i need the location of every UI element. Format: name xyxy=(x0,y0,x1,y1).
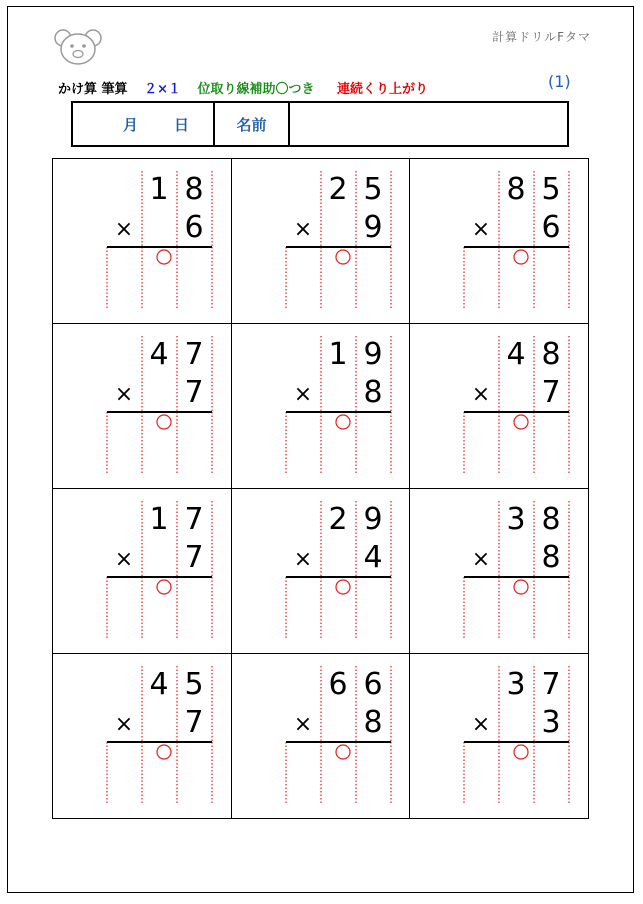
multiplicand-digit: 5 xyxy=(184,667,204,702)
problem-figure xyxy=(53,489,232,654)
problem-cell xyxy=(410,654,589,819)
carry-circle-icon xyxy=(157,415,171,429)
multiply-sign: × xyxy=(293,217,312,242)
problem-figure xyxy=(53,159,232,324)
multiplicand-digit: 8 xyxy=(541,502,561,537)
multiplier-digit: 6 xyxy=(541,210,561,245)
problem-cell xyxy=(232,654,411,819)
multiply-sign: × xyxy=(472,712,491,737)
problem-cell xyxy=(232,159,411,324)
multiplier-digit: 7 xyxy=(184,705,204,740)
multiplicand-digit: 3 xyxy=(506,502,526,537)
multiply-sign: × xyxy=(114,382,134,407)
problem-figure xyxy=(232,324,411,489)
multiply-sign: × xyxy=(114,712,134,737)
multiply-sign: × xyxy=(472,217,491,242)
name-label: 名前 xyxy=(215,103,290,145)
multiplicand-digit: 7 xyxy=(184,337,204,372)
heading-aid: 位取り線補助〇つき xyxy=(197,82,315,97)
carry-circle-icon xyxy=(336,580,350,594)
day-label: 日 xyxy=(174,115,190,134)
multiply-sign: × xyxy=(114,547,134,572)
multiply-sign: × xyxy=(472,382,491,407)
carry-circle-icon xyxy=(157,580,171,594)
multiplier-digit: 6 xyxy=(184,210,204,245)
worksheet-heading xyxy=(58,78,436,97)
heading-type: かけ算 筆算 xyxy=(58,82,128,97)
problem-figure xyxy=(410,654,589,819)
carry-circle-icon xyxy=(336,745,350,759)
multiplicand-digit: 9 xyxy=(363,337,383,372)
brand-label: 計算ドリルFタマ xyxy=(492,30,591,44)
problem-cell xyxy=(53,654,232,819)
multiplicand-digit: 4 xyxy=(149,667,169,702)
multiplier-digit: 3 xyxy=(541,705,561,740)
multiply-sign: × xyxy=(114,217,134,242)
problem-cell xyxy=(53,489,232,654)
multiply-sign: × xyxy=(293,382,312,407)
problem-cell xyxy=(232,324,411,489)
multiplicand-digit: 7 xyxy=(541,667,561,702)
date-field[interactable] xyxy=(73,103,215,145)
problem-cell xyxy=(232,489,411,654)
multiplicand-digit: 8 xyxy=(506,172,526,207)
multiply-sign: × xyxy=(293,547,312,572)
multiplicand-digit: 3 xyxy=(506,667,526,702)
carry-circle-icon xyxy=(336,415,350,429)
problem-cell xyxy=(410,324,589,489)
problem-figure xyxy=(232,489,411,654)
multiplier-digit: 7 xyxy=(541,375,561,410)
problem-cell xyxy=(53,159,232,324)
multiplier-digit: 8 xyxy=(363,705,383,740)
bear-face-icon xyxy=(52,28,104,66)
multiplicand-digit: 9 xyxy=(363,502,383,537)
heading-carry: 連続くり上がり xyxy=(337,82,429,97)
multiplicand-digit: 1 xyxy=(328,337,348,372)
carry-circle-icon xyxy=(336,250,350,264)
problem-figure xyxy=(410,489,589,654)
problem-cell xyxy=(53,324,232,489)
multiplicand-digit: 8 xyxy=(541,337,561,372)
multiplicand-digit: 5 xyxy=(363,172,383,207)
problem-figure xyxy=(53,654,232,819)
multiplier-digit: 8 xyxy=(541,540,561,575)
multiply-sign: × xyxy=(293,712,312,737)
carry-circle-icon xyxy=(157,250,171,264)
name-date-box xyxy=(71,101,569,147)
multiplier-digit: 7 xyxy=(184,375,204,410)
multiplicand-digit: 1 xyxy=(149,502,169,537)
multiplicand-digit: 5 xyxy=(541,172,561,207)
month-label: 月 xyxy=(123,115,139,134)
problem-grid xyxy=(52,158,589,819)
problem-figure xyxy=(410,324,589,489)
name-field[interactable] xyxy=(290,103,567,145)
carry-circle-icon xyxy=(514,580,528,594)
multiplicand-digit: 4 xyxy=(149,337,169,372)
multiplicand-digit: 6 xyxy=(363,667,383,702)
multiplier-digit: 4 xyxy=(363,540,383,575)
problem-cell xyxy=(410,159,589,324)
multiply-sign: × xyxy=(472,547,491,572)
multiplicand-digit: 8 xyxy=(184,172,204,207)
problem-cell xyxy=(410,489,589,654)
multiplier-digit: 8 xyxy=(363,375,383,410)
problem-figure xyxy=(410,159,589,324)
multiplicand-digit: 2 xyxy=(328,172,348,207)
heading-level: ２×１ xyxy=(144,82,181,97)
problem-figure xyxy=(53,324,232,489)
multiplier-digit: 9 xyxy=(363,210,383,245)
multiplicand-digit: 7 xyxy=(184,502,204,537)
carry-circle-icon xyxy=(514,250,528,264)
carry-circle-icon xyxy=(514,415,528,429)
multiplicand-digit: 1 xyxy=(149,172,169,207)
multiplicand-digit: 6 xyxy=(328,667,348,702)
problem-figure xyxy=(232,159,411,324)
sheet-number: (1) xyxy=(548,72,571,91)
multiplicand-digit: 4 xyxy=(506,337,526,372)
multiplicand-digit: 2 xyxy=(328,502,348,537)
multiplier-digit: 7 xyxy=(184,540,204,575)
problem-figure xyxy=(232,654,411,819)
carry-circle-icon xyxy=(514,745,528,759)
carry-circle-icon xyxy=(157,745,171,759)
